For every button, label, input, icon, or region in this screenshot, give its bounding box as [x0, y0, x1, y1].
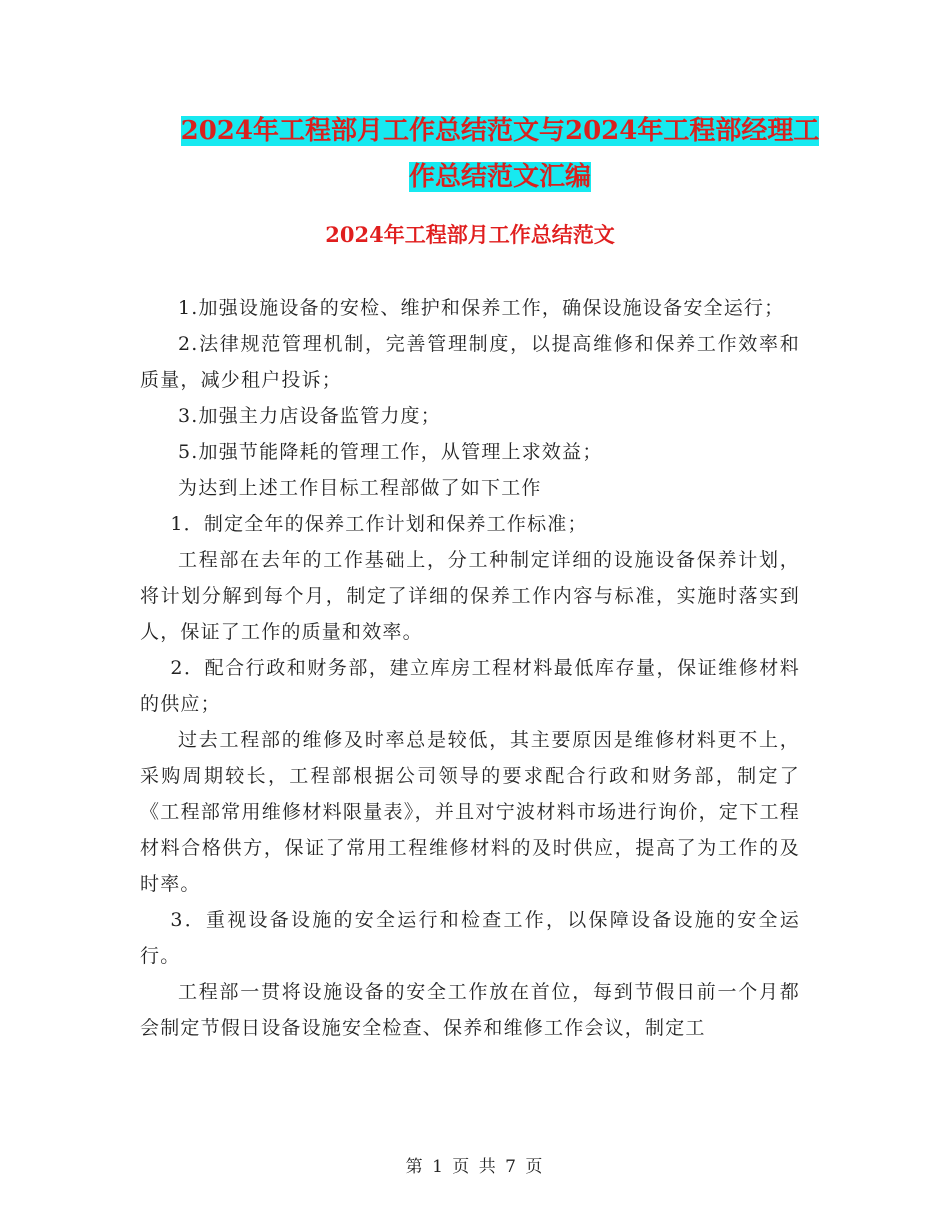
document-title-line2: 作总结范文汇编: [408, 162, 591, 192]
document-body: [140, 290, 800, 1046]
section-title: 2024年工程部月工作总结范文: [325, 222, 615, 247]
paragraph: 5.加强节能降耗的管理工作，从管理上求效益；: [178, 441, 603, 463]
paragraph: 2.法律规范管理机制，完善管理制度，以提高维修和保养工作效率和质量，减少租户投诉；: [140, 333, 800, 391]
paragraph: 3．重视设备设施的安全运行和检查工作，以保障设备设施的安全运行。: [140, 909, 800, 967]
paragraph: 为达到上述工作目标工程部做了如下工作: [178, 477, 542, 499]
paragraph: 2．配合行政和财务部，建立库房工程材料最低库存量，保证维修材料的供应；: [140, 657, 800, 715]
document-title-line1: 2024年工程部月工作总结范文与2024年工程部经理工: [180, 116, 820, 146]
paragraph: 3.加强主力店设备监管力度；: [178, 405, 441, 427]
page-footer: 第 1 页 共 7 页: [405, 1157, 545, 1177]
paragraph: 1．制定全年的保养工作计划和保养工作标准；: [170, 513, 588, 535]
paragraph: 工程部在去年的工作基础上，分工种制定详细的设施设备保养计划，将计划分解到每个月，制定了详细的保养工作内容与标准，实施时落实到人，保证了工作的质量和效率。: [140, 549, 800, 643]
paragraph: 工程部一贯将设施设备的安全工作放在首位，每到节假日前一个月都会制定节假日设备设施安全检查、保养和维修工作会议，制定工: [140, 981, 800, 1039]
paragraph: 1.加强设施设备的安检、维护和保养工作，确保设施设备安全运行；: [178, 297, 785, 319]
paragraph: 过去工程部的维修及时率总是较低，其主要原因是维修材料更不上，采购周期较长，工程部根据公司领导的要求配合行政和财务部，制定了《工程部常用维修材料限量表》，并且对宁波材料市场进行询价，定下工程材料合格供方，保证了常用工程维修材料的及时供应，提高了为工作的及时率。: [140, 729, 800, 895]
document-title: [140, 108, 860, 200]
